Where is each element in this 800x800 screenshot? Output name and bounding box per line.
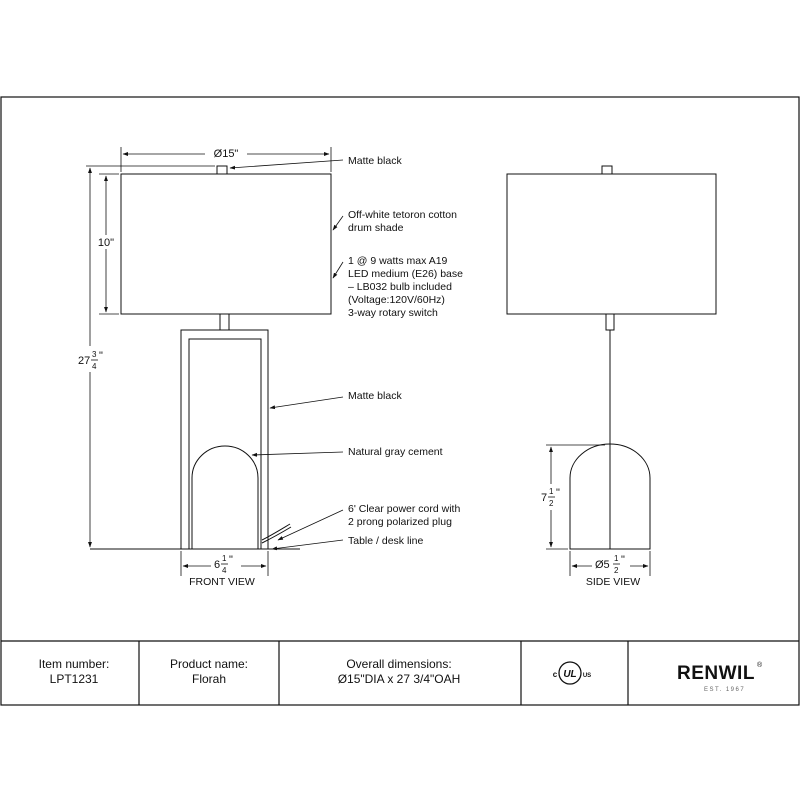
svg-text:6: 6 [214, 559, 221, 571]
svg-text:2: 2 [549, 499, 554, 508]
svg-text:c: c [552, 670, 558, 679]
front-view [74, 146, 331, 588]
renwil-logo [677, 661, 763, 693]
callout-table: Table / desk line [348, 535, 424, 547]
callout-bulb-5: 3-way rotary switch [348, 307, 438, 319]
svg-text:US: US [582, 673, 592, 679]
overall-dims-value: Ø15"DIA x 27 3/4"OAH [337, 672, 461, 686]
item-number-label: Item number: [38, 657, 110, 671]
svg-text:27: 27 [78, 355, 91, 367]
svg-text:": " [229, 554, 233, 566]
front-view-label: FRONT VIEW [189, 576, 255, 588]
svg-text:": " [621, 554, 625, 566]
callout-shade-2: drum shade [348, 222, 404, 234]
callout-cement: Natural gray cement [348, 446, 443, 458]
svg-text:1: 1 [222, 554, 227, 563]
svg-text:RENWIL: RENWIL [677, 663, 755, 684]
svg-text:4: 4 [222, 566, 227, 575]
svg-text:UL: UL [563, 669, 577, 680]
dim-shade-height: 10" [97, 237, 115, 249]
front-drum-shade [121, 174, 331, 314]
front-finial [217, 166, 227, 174]
front-power-cord [262, 524, 290, 540]
side-view-label: SIDE VIEW [585, 576, 641, 588]
dim-shade-width: Ø15" [213, 148, 239, 160]
svg-text:2: 2 [614, 566, 619, 575]
side-finial [602, 166, 612, 174]
front-power-cord-2 [262, 527, 291, 543]
callout-cord-2: 2 prong polarized plug [348, 516, 452, 528]
callouts [230, 155, 463, 549]
side-neck [606, 314, 614, 330]
svg-text:®: ® [757, 662, 763, 669]
front-frame-inner [189, 339, 261, 549]
callout-shade-1: Off-white tetoron cotton [348, 209, 457, 221]
overall-dims-label: Overall dimensions: [346, 657, 452, 671]
title-block [39, 641, 763, 705]
svg-text:3: 3 [92, 350, 97, 359]
callout-bulb-1: 1 @ 9 watts max A19 [348, 255, 448, 267]
callout-finial: Matte black [348, 155, 402, 167]
svg-text:": " [556, 487, 560, 499]
svg-text:EST. 1967: EST. 1967 [704, 687, 746, 693]
callout-cord-1: 6' Clear power cord with [348, 503, 461, 515]
svg-text:": " [99, 350, 103, 362]
front-frame-outer [181, 330, 268, 549]
item-number-value: LPT1231 [49, 672, 99, 686]
svg-text:7: 7 [541, 492, 548, 504]
svg-text:Ø5: Ø5 [595, 559, 610, 571]
callout-bulb-3: – LB032 bulb included [348, 281, 452, 293]
ul-certification-icon [553, 662, 591, 684]
callout-bulb-4: (Voltage:120V/60Hz) [348, 294, 445, 306]
callout-bulb-2: LED medium (E26) base [348, 268, 463, 280]
front-neck [220, 314, 229, 330]
callout-frame: Matte black [348, 390, 402, 402]
side-drum-shade [507, 174, 716, 314]
front-cement-arch [192, 446, 258, 549]
side-view [507, 166, 716, 588]
svg-text:1: 1 [549, 487, 554, 496]
svg-text:4: 4 [92, 362, 97, 371]
product-name-label: Product name: [169, 657, 249, 671]
product-name-value: Florah [191, 672, 227, 686]
svg-text:1: 1 [614, 554, 619, 563]
